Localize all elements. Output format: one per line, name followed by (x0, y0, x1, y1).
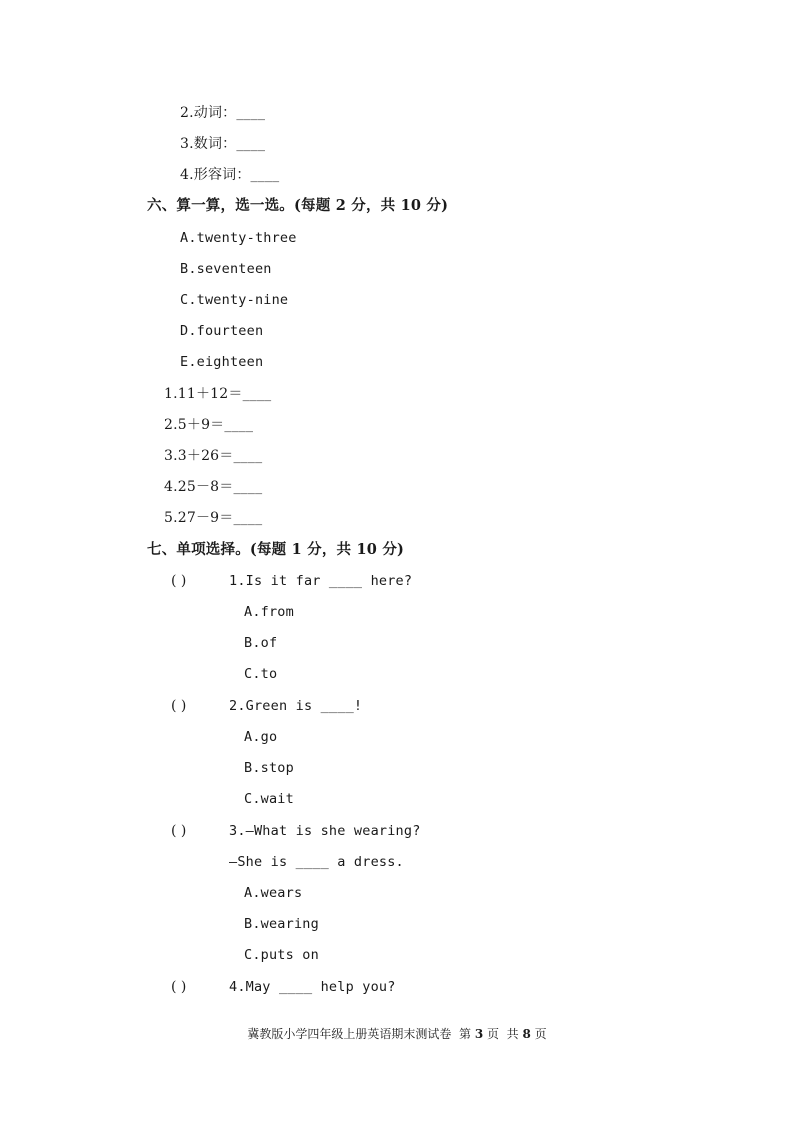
section7-q3-stem: 3.—What is she wearing? (229, 823, 421, 839)
footer-page-prefix: 第 (458, 1027, 471, 1041)
footer-title: 冀教版小学四年级上册英语期末测试卷 (247, 1027, 452, 1041)
section6-option-e: E.eighteen (180, 354, 264, 370)
section6-option-c: C.twenty-nine (180, 292, 289, 308)
footer-page-current: 3 (474, 1027, 484, 1041)
section7-q2-option-c: C.wait (244, 791, 294, 807)
footer-page-mid: 页 共 (487, 1027, 519, 1041)
footer-page-total: 8 (522, 1027, 531, 1041)
section6-question-1: 1.11＋12＝____ (164, 386, 272, 402)
section7-q3-stem-reply: —She is ____ a dress. (229, 854, 404, 870)
section5-item-verb: 2.动词：____ (180, 105, 266, 121)
section5-item-numeral: 3.数词：____ (180, 136, 266, 152)
section7-q1-option-c: C.to (244, 666, 278, 682)
section6-option-b: B.seventeen (180, 261, 272, 277)
section6-question-3: 3.3＋26＝____ (164, 448, 263, 464)
section5-item-adjective: 4.形容词：____ (180, 167, 280, 183)
section7-q1-stem: 1.Is it far ____ here? (229, 573, 413, 589)
page-footer (0, 1026, 794, 1042)
footer-page-suffix: 页 (534, 1027, 547, 1041)
section7-q3-option-a: A.wears (244, 885, 303, 901)
section7-q1-option-a: A.from (244, 604, 294, 620)
section6-question-4: 4.25－8＝____ (164, 479, 263, 495)
section6-option-a: A.twenty-three (180, 230, 297, 246)
answer-blank-3: ( ) (171, 823, 187, 839)
answer-blank-1: ( ) (171, 573, 187, 589)
answer-blank-2: ( ) (171, 698, 187, 714)
section6-option-d: D.fourteen (180, 323, 264, 339)
section7-q2-stem: 2.Green is ____! (229, 698, 363, 714)
section6-heading: 六、算一算，选一选。(每题 2 分，共 10 分) (147, 197, 449, 214)
section7-q4-stem: 4.May ____ help you? (229, 979, 396, 995)
section7-q2-option-b: B.stop (244, 760, 294, 776)
answer-blank-4: ( ) (171, 979, 187, 995)
section7-q2-option-a: A.go (244, 729, 278, 745)
section7-q1-option-b: B.of (244, 635, 278, 651)
section6-question-5: 5.27－9＝____ (164, 510, 263, 526)
section6-question-2: 2.5＋9＝____ (164, 417, 254, 433)
section7-heading: 七、单项选择。(每题 1 分，共 10 分) (147, 541, 405, 558)
section7-q3-option-c: C.puts on (244, 947, 319, 963)
section7-q3-option-b: B.wearing (244, 916, 319, 932)
